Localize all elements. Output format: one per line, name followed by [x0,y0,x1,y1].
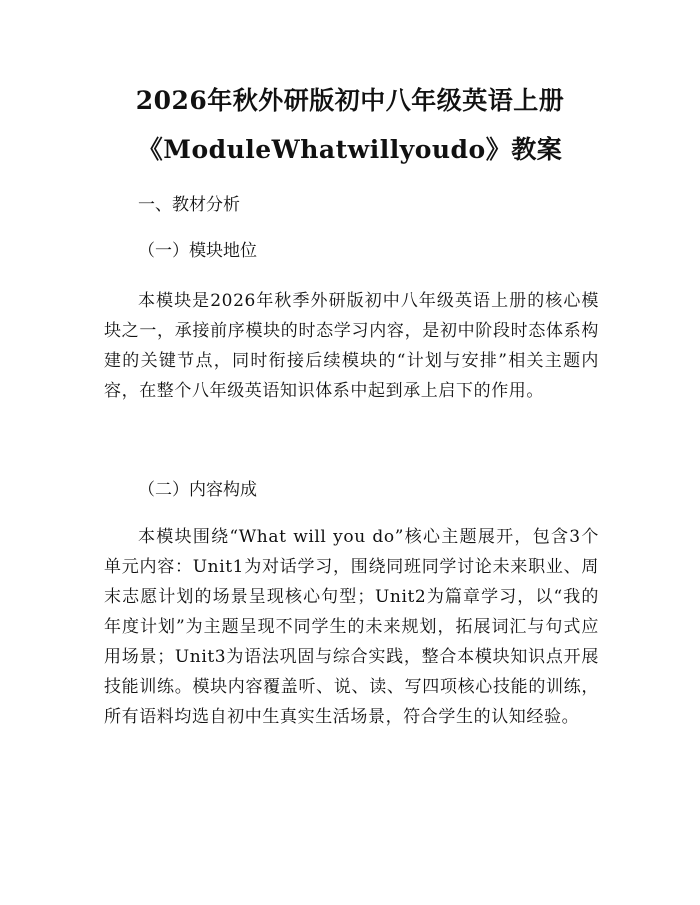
paragraph-module-position: 本模块是2026年秋季外研版初中八年级英语上册的核心模块之一，承接前序模块的时态学习内容，是初中阶段时态体系构建的关键节点，同时衔接后续模块的“计划与安排”相关主题内容，在整个八年级英语知识体系中起到承上启下的作用。 [104,291,599,401]
section-heading-textbook-analysis: 一、教材分析 [138,195,240,215]
subsection-heading-content-structure: （二）内容构成 [138,480,257,500]
document-title-line2: 《ModuleWhatwillyoudo》教案 [137,135,563,164]
paragraph-content-structure: 本模块围绕“What will you do”核心主题展开，包含3个单元内容：Unit1为对话学习，围绕同班同学讨论未来职业、周末志愿计划的场景呈现核心句型；Unit2为篇章学习，以“我的年度计划”为主题呈现不同学生的未来规划，拓展词汇与句式应用场景；Unit3为语法巩固与综合实践，整合本模块知识点开展技能训练。模块内容覆盖听、说、读、写四项核心技能的训练，所有语料均选自初中生真实生活场景，符合学生的认知经验。 [104,527,599,727]
subsection-heading-module-position: （一）模块地位 [138,241,257,261]
document-title-line1: 2026年秋外研版初中八年级英语上册 [135,86,565,115]
